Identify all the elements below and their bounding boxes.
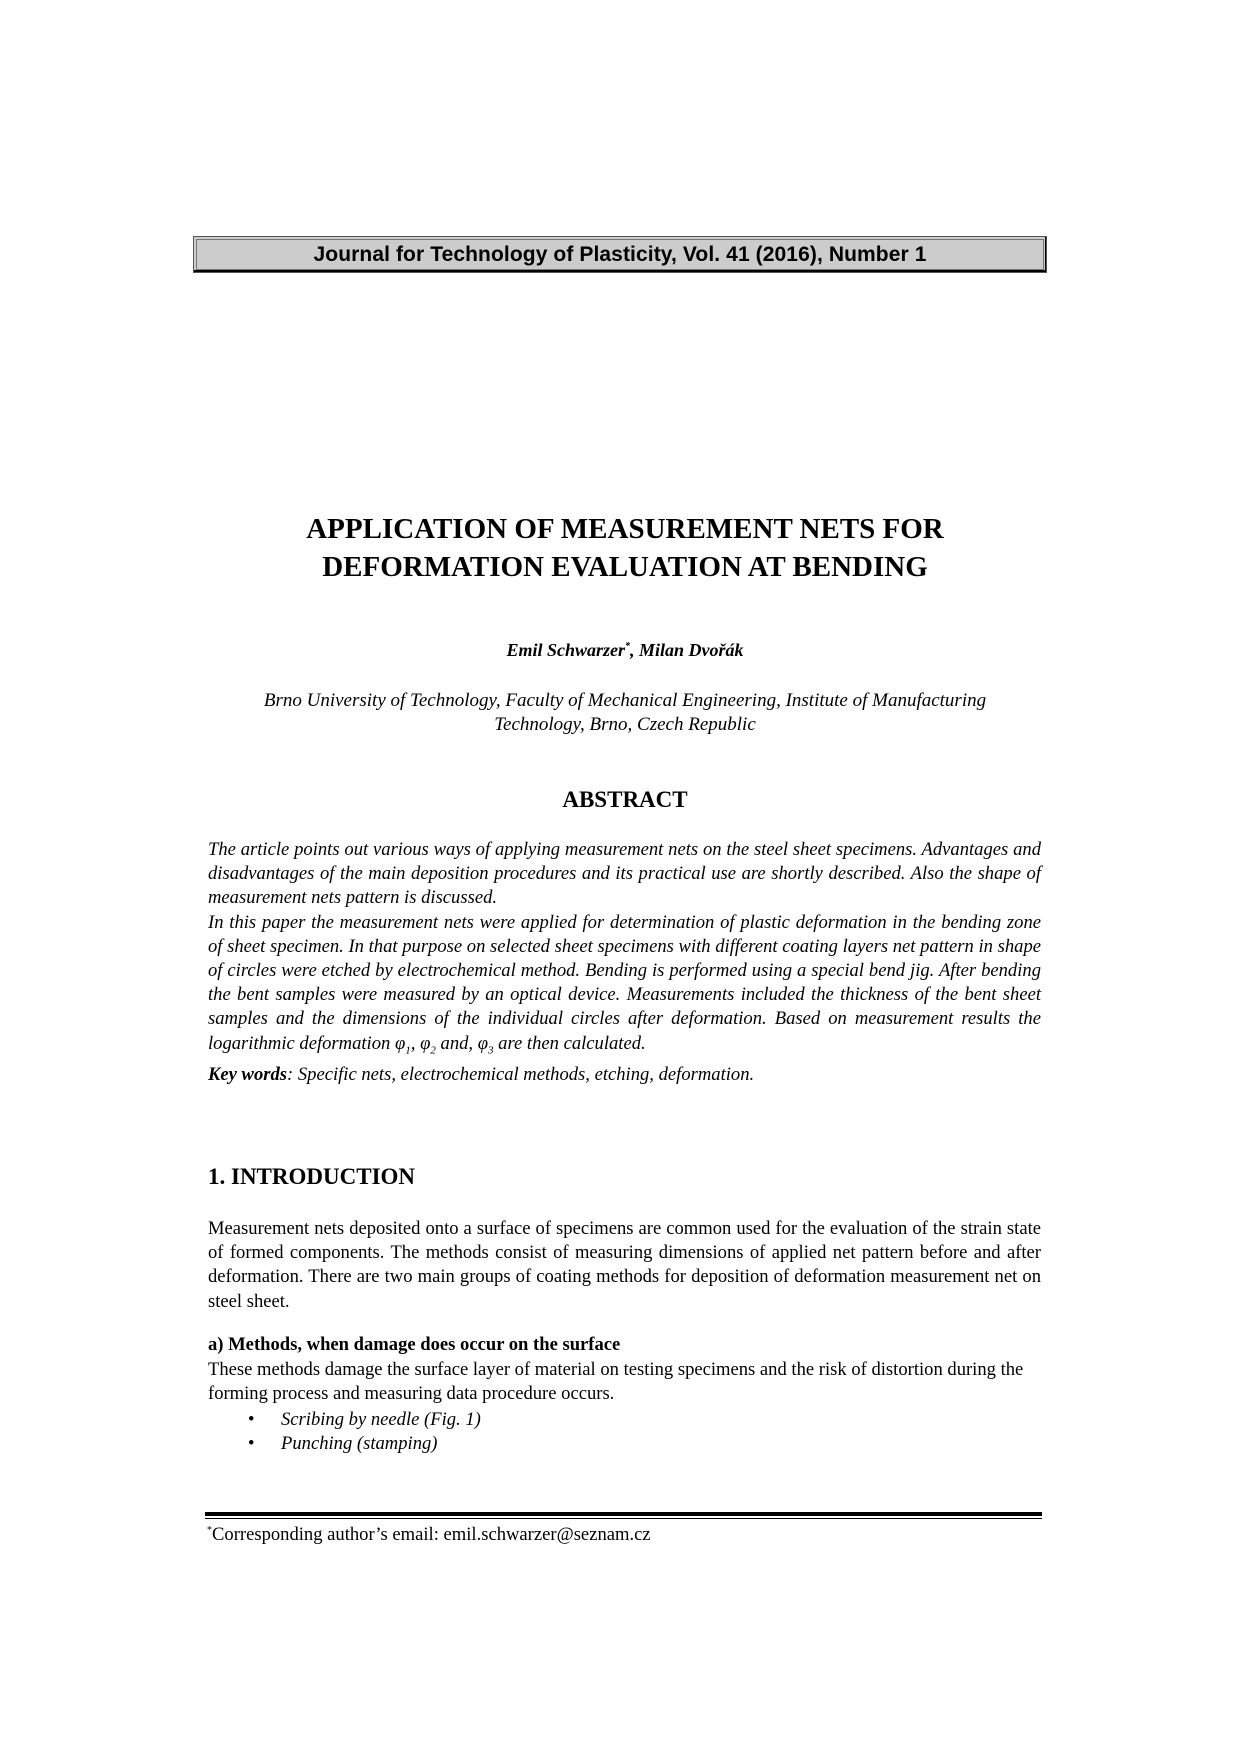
method-bullet-list bbox=[208, 1408, 481, 1456]
abstract-paragraph-2-text: In this paper the measurement nets were applied for determination of plastic deformation in the bending zone of sheet specimen. In that purpose on selected sheet specimens with different coating layers net pattern in shape of circles were etched by electrochemical method. Bending is performed using a special bend jig. After bending the bent samples were measured by an optical device. Measurements included the thickness of the bent sheet samples and the dimensions of the individual circles after deformation. Based on measurement results the logarithmic deformation bbox=[208, 911, 1041, 1054]
phi-subscript: 3 bbox=[488, 1044, 494, 1057]
journal-header-box bbox=[193, 236, 1047, 273]
phi-subscript: 2 bbox=[430, 1044, 436, 1057]
introduction-paragraph-text: Measurement nets deposited onto a surface of specimens are common used for the evaluation of the strain state of formed components. The methods consist of measuring dimensions of applied net pattern before and after deformation. There are two main groups of coating methods for deposition of deformation measurement net on steel sheet. bbox=[208, 1218, 1041, 1312]
list-item bbox=[208, 1408, 481, 1432]
section-heading-introduction: 1. INTRODUCTION bbox=[208, 1164, 416, 1189]
corresponding-author-mark: * bbox=[625, 641, 630, 652]
bullet-icon: • bbox=[248, 1409, 255, 1430]
affiliation-line-2: Technology, Brno, Czech Republic bbox=[494, 714, 756, 735]
phi-1-symbol bbox=[394, 1032, 411, 1057]
phi-glyph: φ bbox=[394, 1032, 406, 1054]
subsection-paragraph: These methods damage the surface layer of material on testing specimens and the risk of distortion during the forming process and measuring data procedure occurs. bbox=[208, 1359, 1024, 1405]
phi-glyph: φ bbox=[477, 1032, 489, 1054]
keywords-text: : Specific nets, electrochemical methods, etching, deformation. bbox=[287, 1063, 755, 1085]
footnote-text: Corresponding author’s email: emil.schwarzer@seznam.cz bbox=[212, 1524, 651, 1545]
bullet-icon: • bbox=[248, 1433, 255, 1455]
paper-title bbox=[200, 510, 1050, 586]
phi-subscript: 1 bbox=[405, 1044, 411, 1057]
paper-title-line-1: APPLICATION OF MEASUREMENT NETS FOR bbox=[306, 513, 944, 545]
abstract-paragraph-2 bbox=[208, 911, 1041, 1063]
footnote-mark: * bbox=[207, 1524, 212, 1536]
introduction-paragraph bbox=[208, 1217, 1041, 1314]
phi-glyph: φ bbox=[420, 1032, 431, 1054]
author-name: Emil Schwarzer bbox=[506, 640, 625, 660]
phi-2-symbol bbox=[420, 1032, 436, 1057]
abstract-paragraph-2-tail: are then calculated. bbox=[493, 1032, 646, 1054]
abstract-body bbox=[208, 838, 1041, 1087]
footnote-separator-thin bbox=[205, 1518, 1042, 1519]
abstract-paragraph-1: The article points out various ways of applying measurement nets on the steel sheet specimens. Advantages and disadvantages of the main deposition procedures and its practical use are shortly described. Also the shape of measurement nets pattern is discussed. bbox=[208, 839, 1041, 909]
author-separator: , bbox=[630, 640, 639, 660]
subsection-heading: a) Methods, when damage does occur on the surface bbox=[208, 1334, 621, 1355]
affiliation-line-1: Brno University of Technology, Faculty of Mechanical Engineering, Institute of Manufacturing bbox=[263, 690, 987, 711]
list-item-text: Scribing by needle (Fig. 1) bbox=[281, 1409, 481, 1430]
author-name: Milan Dvořák bbox=[639, 640, 744, 660]
symbol-separator: , bbox=[410, 1032, 421, 1054]
footnote bbox=[207, 1524, 651, 1546]
paper-title-line-2: DEFORMATION EVALUATION AT BENDING bbox=[322, 551, 928, 583]
abstract-heading: ABSTRACT bbox=[562, 787, 688, 812]
list-item-text: Punching (stamping) bbox=[281, 1433, 438, 1455]
keywords-label: Key words bbox=[208, 1063, 288, 1085]
affiliation bbox=[200, 689, 1050, 737]
phi-3-symbol bbox=[477, 1032, 494, 1057]
keywords bbox=[208, 1063, 1041, 1087]
symbol-separator: and, bbox=[435, 1032, 478, 1054]
journal-header-text: Journal for Technology of Plasticity, Vol. 41 (2016), Number 1 bbox=[313, 242, 927, 266]
list-item bbox=[208, 1432, 481, 1456]
author-list bbox=[200, 640, 1050, 661]
footnote-separator-thick bbox=[205, 1512, 1042, 1516]
